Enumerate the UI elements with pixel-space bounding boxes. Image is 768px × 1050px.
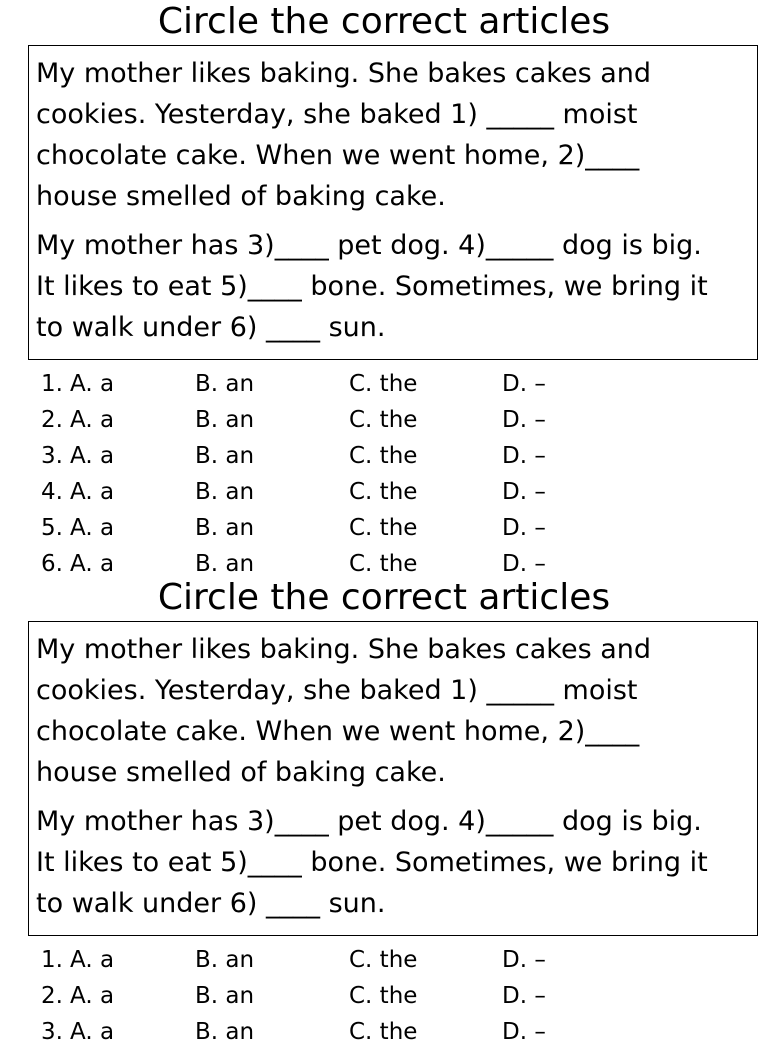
- option-a[interactable]: A. a: [70, 407, 115, 433]
- question-row: [0, 474, 768, 510]
- worksheet-title: Circle the correct articles: [157, 577, 611, 618]
- question-number: 2.: [41, 407, 63, 433]
- question-number: 6.: [41, 551, 63, 577]
- passage-line: My mother likes baking. She bakes cakes and: [36, 634, 652, 665]
- question-number: 1.: [41, 947, 63, 973]
- passage-line: chocolate cake. When we went home, 2)____: [36, 716, 640, 747]
- option-a[interactable]: A. a: [70, 1019, 115, 1045]
- option-b[interactable]: B. an: [195, 371, 255, 397]
- option-d[interactable]: D. –: [502, 407, 546, 433]
- option-c[interactable]: C. the: [349, 1019, 418, 1045]
- option-d[interactable]: D. –: [502, 479, 546, 505]
- option-d[interactable]: D. –: [502, 1019, 546, 1045]
- passage-line: My mother likes baking. She bakes cakes and: [36, 58, 652, 89]
- passage-line: to walk under 6) ____ sun.: [36, 888, 386, 919]
- option-c[interactable]: C. the: [349, 515, 418, 541]
- option-a[interactable]: A. a: [70, 947, 115, 973]
- option-c[interactable]: C. the: [349, 479, 418, 505]
- passage-line: chocolate cake. When we went home, 2)____: [36, 140, 640, 171]
- option-b[interactable]: B. an: [195, 443, 255, 469]
- option-b[interactable]: B. an: [195, 1019, 255, 1045]
- passage-box: [28, 45, 758, 360]
- question-row: [0, 1014, 768, 1050]
- question-row: [0, 942, 768, 978]
- option-c[interactable]: C. the: [349, 407, 418, 433]
- passage-box: [28, 621, 758, 936]
- question-number: 3.: [41, 1019, 63, 1045]
- option-b[interactable]: B. an: [195, 515, 255, 541]
- option-b[interactable]: B. an: [195, 983, 255, 1009]
- option-d[interactable]: D. –: [502, 515, 546, 541]
- question-row: [0, 438, 768, 474]
- option-a[interactable]: A. a: [70, 551, 115, 577]
- paragraph-gap: [36, 793, 751, 801]
- question-number: 5.: [41, 515, 63, 541]
- passage-line: house smelled of baking cake.: [36, 757, 446, 788]
- passage-line: cookies. Yesterday, she baked 1) _____ moist: [36, 675, 638, 706]
- option-c[interactable]: C. the: [349, 983, 418, 1009]
- question-number: 4.: [41, 479, 63, 505]
- option-c[interactable]: C. the: [349, 947, 418, 973]
- option-c[interactable]: C. the: [349, 443, 418, 469]
- question-row: [0, 510, 768, 546]
- passage-line: house smelled of baking cake.: [36, 181, 446, 212]
- option-b[interactable]: B. an: [195, 479, 255, 505]
- question-number: 2.: [41, 983, 63, 1009]
- option-c[interactable]: C. the: [349, 371, 418, 397]
- option-d[interactable]: D. –: [502, 983, 546, 1009]
- option-c[interactable]: C. the: [349, 551, 418, 577]
- passage-line: to walk under 6) ____ sun.: [36, 312, 386, 343]
- option-a[interactable]: A. a: [70, 479, 115, 505]
- question-row: [0, 366, 768, 402]
- passage-line: My mother has 3)____ pet dog. 4)_____ dog is big.: [36, 806, 702, 837]
- option-d[interactable]: D. –: [502, 947, 546, 973]
- option-a[interactable]: A. a: [70, 983, 115, 1009]
- answer-options: [0, 366, 768, 582]
- option-b[interactable]: B. an: [195, 407, 255, 433]
- option-b[interactable]: B. an: [195, 551, 255, 577]
- paragraph-gap: [36, 217, 751, 225]
- answer-options: [0, 942, 768, 1050]
- worksheet-title: Circle the correct articles: [157, 1, 611, 42]
- option-a[interactable]: A. a: [70, 515, 115, 541]
- option-b[interactable]: B. an: [195, 947, 255, 973]
- option-a[interactable]: A. a: [70, 371, 115, 397]
- option-a[interactable]: A. a: [70, 443, 115, 469]
- question-number: 3.: [41, 443, 63, 469]
- passage-line: It likes to eat 5)____ bone. Sometimes, we bring it: [36, 847, 708, 878]
- question-row: [0, 402, 768, 438]
- passage-line: cookies. Yesterday, she baked 1) _____ moist: [36, 99, 638, 130]
- question-number: 1.: [41, 371, 63, 397]
- option-d[interactable]: D. –: [502, 371, 546, 397]
- passage-line: My mother has 3)____ pet dog. 4)_____ dog is big.: [36, 230, 702, 261]
- option-d[interactable]: D. –: [502, 443, 546, 469]
- passage-line: It likes to eat 5)____ bone. Sometimes, we bring it: [36, 271, 708, 302]
- option-d[interactable]: D. –: [502, 551, 546, 577]
- question-row: [0, 978, 768, 1014]
